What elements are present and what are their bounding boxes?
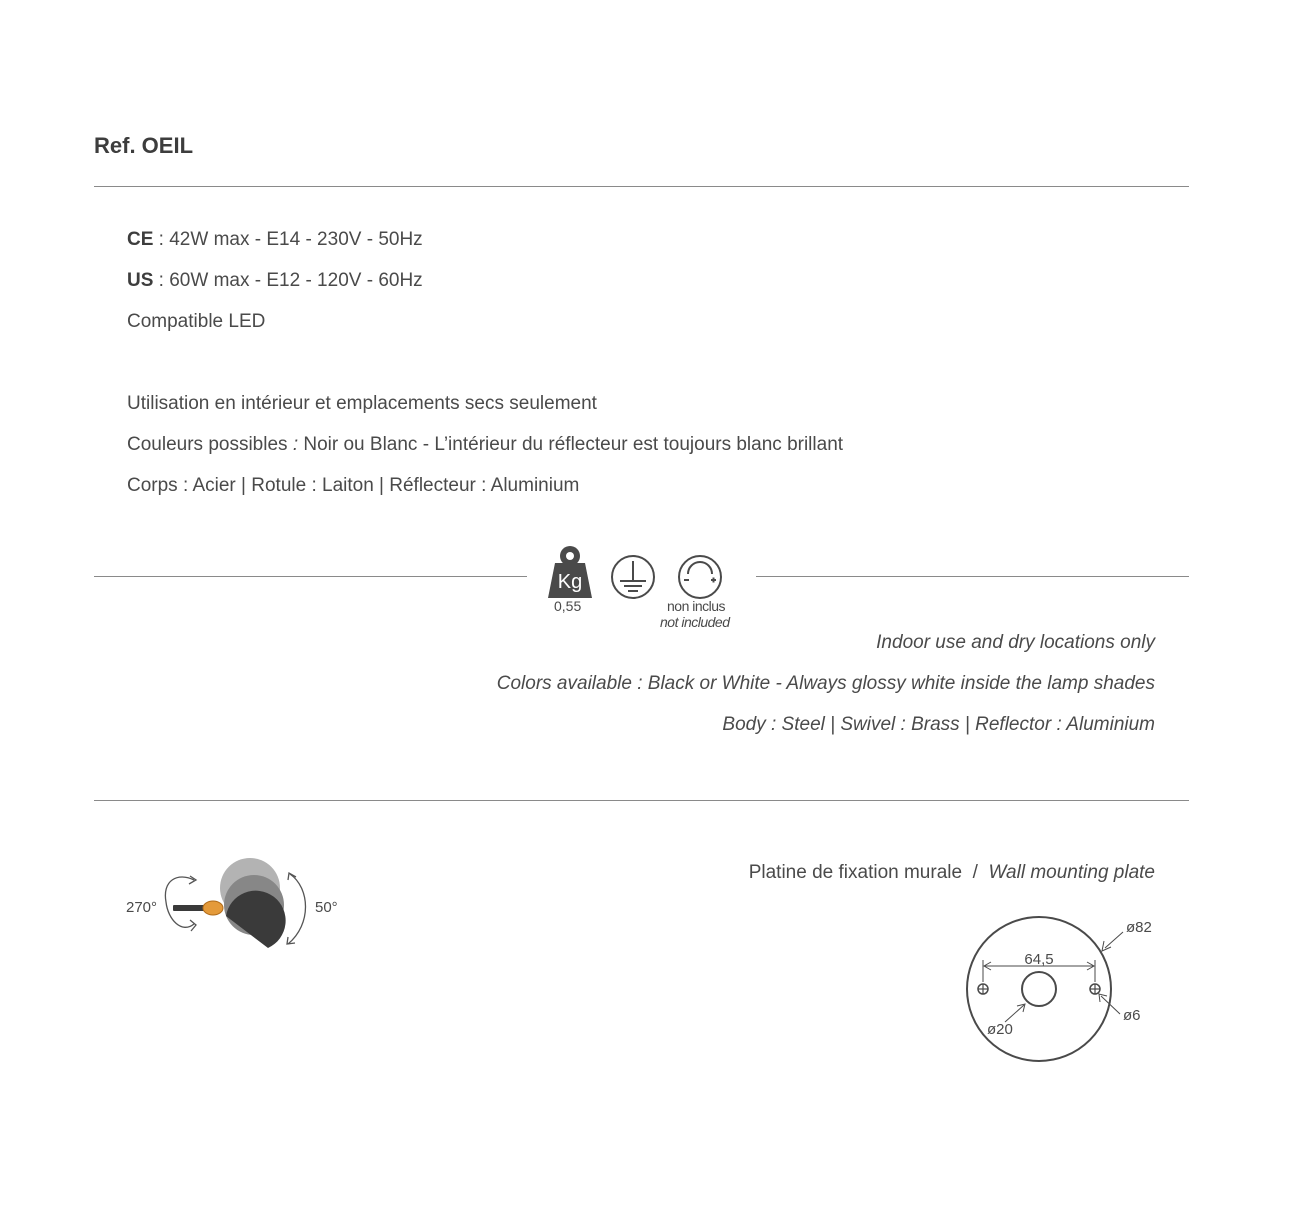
colors-fr-value: Noir ou Blanc - L’intérieur du réflecteur est toujours blanc brillant <box>303 434 844 455</box>
ground-icon <box>609 553 657 601</box>
usage-en: Indoor use and dry locations only <box>876 632 1155 653</box>
spec-ce-value: : 42W max - E14 - 230V - 50Hz <box>153 229 423 250</box>
weight-value: 0,55 <box>554 598 582 614</box>
mounting-plate-title-en: Wall mounting plate <box>988 862 1155 883</box>
dimmer-label-fr: non inclus <box>667 598 726 614</box>
lamp-rotation-diagram <box>160 858 315 958</box>
mounting-plate-drawing <box>960 910 1160 1070</box>
mounting-plate-title-fr: Platine de fixation murale <box>748 862 963 883</box>
colors-fr-label: Couleurs possibles <box>127 434 293 455</box>
screw-hole-label: ø6 <box>1123 1007 1141 1024</box>
spec-us-label: US <box>127 270 154 291</box>
page-title: Ref. OEIL <box>94 133 194 158</box>
divider-icons-right <box>756 576 1189 577</box>
colors-en: Colors available : Black or White - Always glossy white inside the lamp shades <box>496 673 1155 694</box>
colors-fr-sep: : <box>292 434 304 455</box>
spec-compat: Compatible LED <box>127 311 266 332</box>
spec-ce <box>127 229 423 251</box>
hole-spacing-label: 64,5 <box>1024 951 1054 968</box>
divider-bottom <box>94 800 1189 801</box>
rotation-vertical-label: 50° <box>315 899 338 916</box>
usage-fr: Utilisation en intérieur et emplacements secs seulement <box>127 393 597 414</box>
center-hole-label: ø20 <box>987 1021 1013 1038</box>
materials-fr: Corps : Acier | Rotule : Laiton | Réflecteur : Aluminium <box>127 475 580 496</box>
spec-ce-label: CE <box>127 229 154 250</box>
mounting-plate-separator: / <box>972 862 978 883</box>
spec-us-value: : 60W max - E12 - 120V - 60Hz <box>153 270 423 291</box>
divider-top <box>94 186 1189 187</box>
divider-icons-left <box>94 576 527 577</box>
colors-fr <box>127 434 843 456</box>
rotation-horizontal-label: 270° <box>126 899 158 916</box>
spec-us <box>127 270 423 292</box>
materials-en: Body : Steel | Swivel : Brass | Reflector : Aluminium <box>722 714 1155 735</box>
weight-unit: Kg <box>557 571 583 593</box>
dimmer-icon <box>676 553 724 601</box>
outer-diameter-label: ø82 <box>1126 919 1152 936</box>
mounting-plate-title <box>749 862 1155 884</box>
dimmer-label-en: not included <box>660 614 730 630</box>
weight-icon <box>546 544 596 600</box>
